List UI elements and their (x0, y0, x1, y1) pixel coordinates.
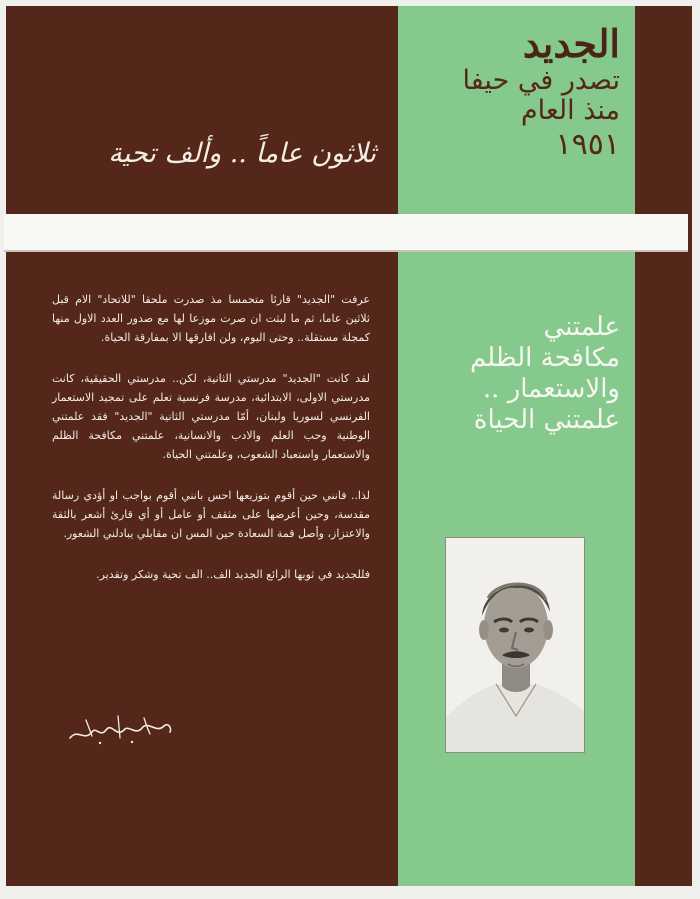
slogan-line-3: والاستعمار .. (482, 374, 620, 404)
band-shadow (4, 250, 688, 252)
masthead-line-2: منذ العام (520, 95, 620, 126)
handwritten-signature (66, 708, 176, 748)
masthead (412, 22, 620, 162)
masthead-line-1: تصدر في حيفا (462, 65, 620, 96)
slogan (412, 312, 620, 436)
white-band (4, 214, 688, 250)
paragraph-1: عرفت "الجديد" قارئا متحمسا مذ صدرت ملحقا "للاتحاد" الام قبل ثلاثين عاما، ثم ما لبثت ان صرت موزعا لها مع صدور العدد الاول منها كمجلة مستقلة.. وحتى اليوم، ولن افارقها الا بمفارقة الحياة. (52, 293, 370, 344)
article-body (52, 290, 370, 606)
slogan-line-4: علمتني الحياة (473, 405, 620, 435)
slogan-line-1: علمتني (543, 312, 620, 342)
paragraph-3: لذا.. فانني حين أقوم بتوزيعها احس بانني أقوم بواجب او أؤدي رسالة مقدسة، وحين أعرضها على مثقف أو عامل أو أي قارئ أشعر بالثقة والاعتزاز، وأصل قمة السعادة حين المس ان مقابلي يبادلني الشعور. (52, 489, 370, 540)
paragraph-4: فللجديد في ثوبها الرائع الجديد الف.. الف تحية وشكر وتقدير. (96, 568, 370, 581)
headline: ثلاثون عاماً .. وألف تحية (108, 138, 376, 169)
slogan-line-2: مكافحة الظلم (469, 343, 620, 373)
portrait-image (446, 538, 585, 753)
masthead-year: ١٩٥١ (555, 127, 620, 162)
magazine-name: الجديد (522, 21, 620, 66)
portrait-photo (445, 537, 585, 753)
paragraph-2: لقد كانت "الجديد" مدرستي الثانية، لكن.. مدرستي الحقيقية، كانت مدرستي الاولى، الابتدائية، مدرسة فرنسية تعلم على تمجيد الاستعمار الفرنسي لسوريا ولبنان، أمّا مدرستي الثانية "الجديد" فقد علمتني الوطنية وحب العلم والادب والانسانية، علمتني مكافحة الظلم والاستعمار واستعباد الشعوب، وعلمتني الحياة. (52, 372, 370, 461)
